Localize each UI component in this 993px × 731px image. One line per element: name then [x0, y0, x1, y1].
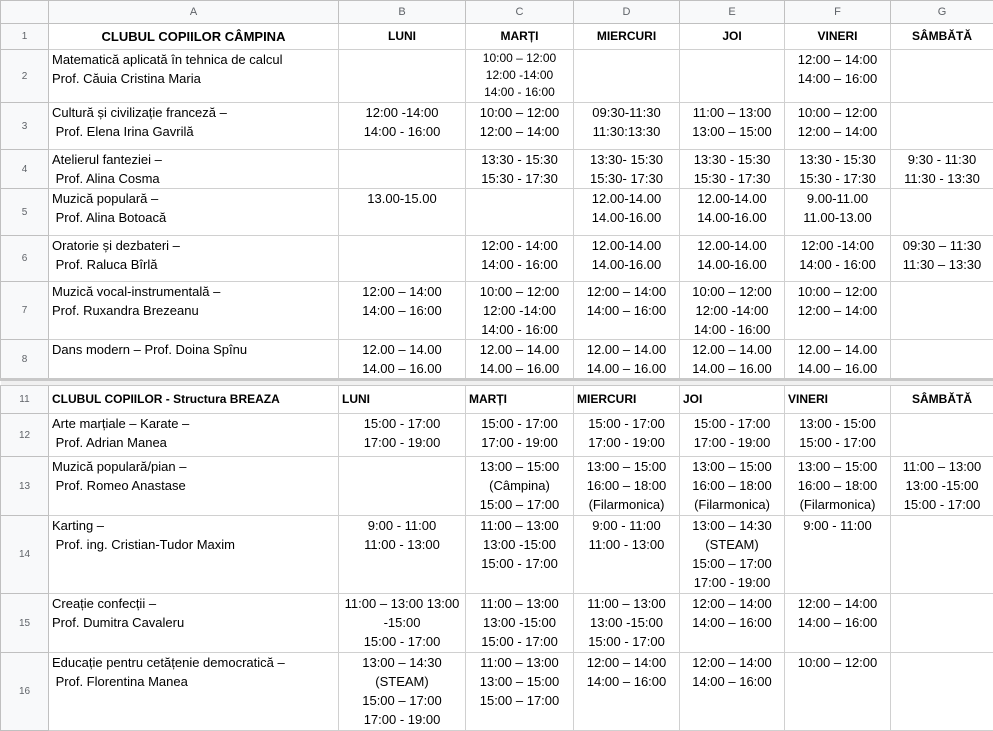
time-slot: 17:00 - 19:00 — [339, 710, 465, 729]
time-slot: 13:00 -15:00 — [466, 535, 573, 554]
row-header[interactable]: 2 — [1, 50, 49, 103]
time-slot: (Filarmonica) — [680, 495, 784, 514]
schedule-cell[interactable] — [339, 189, 466, 236]
time-slot: 15:00 – 17:00 — [339, 691, 465, 710]
activity-cell[interactable] — [49, 457, 339, 516]
time-slot: 14.00 – 16.00 — [680, 359, 784, 378]
time-slot: 12:00 - 14:00 — [466, 236, 573, 255]
time-slot: 15:00 – 17:00 — [466, 691, 573, 710]
schedule-cell[interactable] — [574, 594, 680, 653]
schedule-cell[interactable] — [785, 653, 891, 731]
time-slot: 12.00 – 14.00 — [785, 340, 890, 359]
time-slot: 14.00 – 16.00 — [339, 359, 465, 378]
schedule-cell[interactable] — [339, 594, 466, 653]
day-header[interactable]: SÂMBĂTĂ — [891, 386, 993, 414]
schedule-cell[interactable] — [466, 340, 574, 380]
schedule-cell[interactable] — [680, 457, 785, 516]
row-header[interactable]: 13 — [1, 457, 49, 516]
schedule-cell[interactable] — [339, 653, 466, 731]
time-slot: 10:00 – 12:00 — [785, 282, 890, 301]
schedule-cell[interactable] — [891, 236, 993, 282]
time-slot: 14:00 – 16:00 — [785, 613, 890, 632]
activity-cell[interactable] — [49, 282, 339, 340]
time-slot: 15:00 - 17:00 — [785, 433, 890, 452]
column-header-g[interactable]: G — [891, 1, 993, 24]
time-slot: 15:00 - 17:00 — [466, 414, 573, 433]
time-slot: 11:00 - 13:00 — [339, 535, 465, 554]
time-slot: 12:00 – 14:00 — [785, 301, 890, 320]
table-row — [1, 516, 993, 594]
section2-header-row — [1, 386, 993, 414]
time-slot: 16:00 – 18:00 — [574, 476, 679, 495]
time-slot: (STEAM) — [680, 535, 784, 554]
time-slot: 15:30 - 17:30 — [785, 169, 890, 188]
time-slot: 11.00-13.00 — [785, 208, 890, 227]
schedule-cell[interactable] — [574, 340, 680, 380]
schedule-cell[interactable] — [680, 150, 785, 189]
activity-line: Dans modern – Prof. Doina Spînu — [52, 340, 338, 359]
time-slot: 09:30-11:30 — [574, 103, 679, 122]
activity-cell[interactable] — [49, 236, 339, 282]
schedule-cell[interactable] — [574, 653, 680, 731]
table-row — [1, 653, 993, 731]
row-header[interactable]: 1 — [1, 24, 49, 50]
schedule-cell[interactable] — [339, 282, 466, 340]
activity-line: Atelierul fanteziei – — [52, 150, 338, 169]
time-slot: 14.00 – 16.00 — [785, 359, 890, 378]
schedule-cell[interactable] — [574, 103, 680, 150]
schedule-cell[interactable] — [466, 594, 574, 653]
activity-line: Prof. Florentina Manea — [52, 672, 338, 691]
schedule-cell[interactable] — [680, 594, 785, 653]
activity-line: Prof. Raluca Bîrlă — [52, 255, 338, 274]
time-slot: 14.00-16.00 — [574, 255, 679, 274]
day-header[interactable]: MIERCURI — [574, 386, 680, 414]
row-header[interactable]: 15 — [1, 594, 49, 653]
activity-cell[interactable] — [49, 653, 339, 731]
schedule-cell[interactable] — [891, 103, 993, 150]
time-slot: 16:00 – 18:00 — [785, 476, 890, 495]
activity-cell[interactable] — [49, 414, 339, 457]
time-slot: 11:00 – 13:00 — [680, 103, 784, 122]
time-slot: 10:00 – 12:00 — [680, 282, 784, 301]
time-slot: 14.00 – 16.00 — [466, 359, 573, 378]
day-header[interactable]: SÂMBĂTĂ — [891, 24, 993, 50]
time-slot: (Câmpina) — [466, 476, 573, 495]
schedule-cell[interactable] — [466, 50, 574, 103]
schedule-cell[interactable] — [785, 189, 891, 236]
time-slot: 14.00-16.00 — [680, 255, 784, 274]
time-slot: 14:00 – 16:00 — [574, 672, 679, 691]
time-slot: 13:00 – 15:00 — [680, 457, 784, 476]
day-header[interactable]: MARȚI — [466, 386, 574, 414]
activity-line: Creație confecții – — [52, 594, 338, 613]
table-row — [1, 340, 993, 380]
time-slot: 13:00 - 15:00 — [785, 414, 890, 433]
activity-line: Muzică populară – — [52, 189, 338, 208]
column-header-e[interactable]: E — [680, 1, 785, 24]
schedule-cell[interactable] — [574, 516, 680, 594]
time-slot: 12:00 – 14:00 — [574, 653, 679, 672]
schedule-cell[interactable] — [785, 457, 891, 516]
activity-line: Prof. Dumitra Cavaleru — [52, 613, 338, 632]
column-header-c[interactable]: C — [466, 1, 574, 24]
schedule-cell[interactable] — [466, 150, 574, 189]
time-slot: 11:00 – 13:00 — [466, 653, 573, 672]
time-slot: 13:30 - 15:30 — [785, 150, 890, 169]
activity-line: Prof. Elena Irina Gavrilă — [52, 122, 338, 141]
row-header[interactable]: 3 — [1, 103, 49, 150]
table-row — [1, 282, 993, 340]
time-slot: 14:00 – 16:00 — [680, 672, 784, 691]
schedule-cell[interactable] — [466, 189, 574, 236]
time-slot: 13:30 - 15:30 — [680, 150, 784, 169]
time-slot: 11:00 – 13:00 — [891, 457, 993, 476]
schedule-cell[interactable] — [680, 340, 785, 380]
time-slot: 13:00 – 15:00 — [466, 457, 573, 476]
schedule-cell[interactable] — [574, 414, 680, 457]
time-slot: 14:00 - 16:00 — [466, 255, 573, 274]
time-slot: 13:00 -15:00 — [891, 476, 993, 495]
table-row — [1, 150, 993, 189]
activity-line: Cultură și civilizație franceză – — [52, 103, 338, 122]
schedule-cell[interactable] — [785, 282, 891, 340]
schedule-cell[interactable] — [466, 414, 574, 457]
time-slot: 10:00 – 12:00 — [466, 103, 573, 122]
time-slot: 11:30:13:30 — [574, 122, 679, 141]
time-slot: 10:00 – 12:00 — [466, 282, 573, 301]
schedule-cell[interactable] — [466, 282, 574, 340]
time-slot: 9:30 - 11:30 — [891, 150, 993, 169]
schedule-cell[interactable] — [891, 282, 993, 340]
activity-line: Muzică vocal-instrumentală – — [52, 282, 338, 301]
day-header[interactable]: JOI — [680, 24, 785, 50]
time-slot: 11:30 – 13:30 — [891, 255, 993, 274]
schedule-cell[interactable] — [339, 457, 466, 516]
time-slot: 13:30 - 15:30 — [466, 150, 573, 169]
time-slot: 17:00 - 19:00 — [680, 433, 784, 452]
day-header[interactable]: LUNI — [339, 24, 466, 50]
time-slot: 17:00 - 19:00 — [574, 433, 679, 452]
schedule-cell[interactable] — [466, 236, 574, 282]
time-slot: 12.00-14.00 — [680, 189, 784, 208]
time-slot: 11:00 – 13:00 13:00 — [339, 594, 465, 613]
schedule-cell[interactable] — [785, 236, 891, 282]
time-slot: 10:00 – 12:00 — [785, 103, 890, 122]
schedule-cell[interactable] — [891, 457, 993, 516]
time-slot: 14:00 - 16:00 — [466, 320, 573, 339]
time-slot: 12.00 – 14.00 — [466, 340, 573, 359]
time-slot: (STEAM) — [339, 672, 465, 691]
time-slot: 14:00 - 16:00 — [785, 255, 890, 274]
time-slot: 12:00 -14:00 — [680, 301, 784, 320]
time-slot: 14:00 - 16:00 — [680, 320, 784, 339]
time-slot: 14.00 – 16.00 — [574, 359, 679, 378]
schedule-cell[interactable] — [466, 516, 574, 594]
time-slot: 15:30- 17:30 — [574, 169, 679, 188]
time-slot: 16:00 – 18:00 — [680, 476, 784, 495]
time-slot: 12.00-14.00 — [574, 236, 679, 255]
row-header[interactable]: 7 — [1, 282, 49, 340]
row-header[interactable]: 6 — [1, 236, 49, 282]
schedule-cell[interactable] — [891, 414, 993, 457]
activity-cell[interactable] — [49, 103, 339, 150]
time-slot: (Filarmonica) — [785, 495, 890, 514]
row-header[interactable]: 8 — [1, 340, 49, 380]
schedule-cell[interactable] — [680, 50, 785, 103]
time-slot: 11:30 - 13:30 — [891, 169, 993, 188]
table-row — [1, 50, 993, 103]
activity-cell[interactable] — [49, 189, 339, 236]
time-slot: 17:00 - 19:00 — [339, 433, 465, 452]
activity-line: Prof. Ruxandra Brezeanu — [52, 301, 338, 320]
time-slot: 12:00 – 14:00 — [466, 122, 573, 141]
time-slot: 12:00 -14:00 — [339, 103, 465, 122]
schedule-cell[interactable] — [891, 594, 993, 653]
time-slot: 12:00 – 14:00 — [574, 282, 679, 301]
time-slot: 12.00-14.00 — [680, 236, 784, 255]
time-slot: 13:00 -15:00 — [574, 613, 679, 632]
activity-line: Educație pentru cetățenie democratică – — [52, 653, 338, 672]
time-slot: 15:00 - 17:00 — [574, 632, 679, 651]
row-header[interactable]: 11 — [1, 386, 49, 414]
row-header[interactable]: 14 — [1, 516, 49, 594]
time-slot: 10:00 – 12:00 — [466, 50, 573, 67]
activity-line: Prof. Romeo Anastase — [52, 476, 338, 495]
time-slot: 13:30- 15:30 — [574, 150, 679, 169]
activity-line: Prof. Adrian Manea — [52, 433, 338, 452]
time-slot: 9:00 - 11:00 — [339, 516, 465, 535]
schedule-cell[interactable] — [574, 457, 680, 516]
time-slot: 13:00 – 15:00 — [785, 457, 890, 476]
time-slot: 14.00-16.00 — [574, 208, 679, 227]
row-header[interactable]: 12 — [1, 414, 49, 457]
column-header-a[interactable]: A — [49, 1, 339, 24]
time-slot: 17:00 - 19:00 — [466, 433, 573, 452]
schedule-cell[interactable] — [891, 340, 993, 380]
schedule-cell[interactable] — [785, 414, 891, 457]
time-slot: 12:00 -14:00 — [785, 236, 890, 255]
table-row — [1, 103, 993, 150]
row-header[interactable]: 16 — [1, 653, 49, 731]
time-slot: 13:00 – 15:00 — [466, 672, 573, 691]
day-header[interactable]: JOI — [680, 386, 785, 414]
time-slot: 10:00 – 12:00 — [785, 653, 890, 672]
schedule-cell[interactable] — [680, 189, 785, 236]
day-header[interactable]: LUNI — [339, 386, 466, 414]
time-slot: 12:00 – 14:00 — [785, 50, 890, 69]
schedule-cell[interactable] — [891, 653, 993, 731]
time-slot: 15:00 - 17:00 — [574, 414, 679, 433]
activity-cell[interactable] — [49, 50, 339, 103]
time-slot: 12:00 -14:00 — [466, 301, 573, 320]
select-all-corner[interactable] — [1, 1, 49, 24]
time-slot: 12.00-14.00 — [574, 189, 679, 208]
schedule-cell[interactable] — [680, 236, 785, 282]
table-row — [1, 414, 993, 457]
section-title[interactable]: CLUBUL COPIILOR CÂMPINA — [49, 24, 339, 50]
schedule-cell[interactable] — [574, 282, 680, 340]
table-row — [1, 189, 993, 236]
time-slot: 09:30 – 11:30 — [891, 236, 993, 255]
activity-cell[interactable] — [49, 516, 339, 594]
schedule-cell[interactable] — [891, 516, 993, 594]
time-slot: 9.00-11.00 — [785, 189, 890, 208]
time-slot: 12:00 -14:00 — [466, 67, 573, 84]
schedule-cell[interactable] — [785, 103, 891, 150]
schedule-cell[interactable] — [680, 516, 785, 594]
day-header[interactable]: MARȚI — [466, 24, 574, 50]
time-slot: 14:00 – 16:00 — [574, 301, 679, 320]
row-header[interactable]: 4 — [1, 150, 49, 189]
time-slot: 12.00 – 14.00 — [574, 340, 679, 359]
schedule-cell[interactable] — [680, 282, 785, 340]
time-slot: 15:00 - 17:00 — [891, 495, 993, 514]
time-slot: 11:00 - 13:00 — [574, 535, 679, 554]
time-slot: 15:00 - 17:00 — [339, 632, 465, 651]
time-slot: 13.00-15.00 — [339, 189, 465, 208]
activity-line: Muzică populară/pian – — [52, 457, 338, 476]
time-slot: 9:00 - 11:00 — [574, 516, 679, 535]
time-slot: 13:00 – 15:00 — [680, 122, 784, 141]
schedule-cell[interactable] — [339, 103, 466, 150]
schedule-cell[interactable] — [574, 189, 680, 236]
schedule-cell[interactable] — [339, 50, 466, 103]
activity-line: Prof. ing. Cristian-Tudor Maxim — [52, 535, 338, 554]
time-slot: 14:00 - 16:00 — [466, 84, 573, 101]
time-slot: 15:30 - 17:30 — [466, 169, 573, 188]
time-slot: 13:00 -15:00 — [466, 613, 573, 632]
schedule-cell[interactable] — [574, 50, 680, 103]
column-header-b[interactable]: B — [339, 1, 466, 24]
activity-cell[interactable] — [49, 594, 339, 653]
column-header-f[interactable]: F — [785, 1, 891, 24]
time-slot: 12:00 – 14:00 — [680, 653, 784, 672]
activity-line: Arte marțiale – Karate – — [52, 414, 338, 433]
time-slot: 15:00 - 17:00 — [339, 414, 465, 433]
schedule-cell[interactable] — [339, 414, 466, 457]
day-header[interactable]: VINERI — [785, 24, 891, 50]
activity-line: Prof. Alina Botoacă — [52, 208, 338, 227]
time-slot: 9:00 - 11:00 — [785, 516, 890, 535]
time-slot: 12:00 – 14:00 — [339, 282, 465, 301]
section-title[interactable]: CLUBUL COPIILOR - Structura BREAZA — [49, 386, 339, 414]
time-slot: 11:00 – 13:00 — [466, 594, 573, 613]
schedule-cell[interactable] — [339, 150, 466, 189]
time-slot: 13:00 – 14:30 — [339, 653, 465, 672]
time-slot: 12:00 – 14:00 — [785, 122, 890, 141]
time-slot: 12:00 – 14:00 — [785, 594, 890, 613]
schedule-cell[interactable] — [891, 189, 993, 236]
section1-header-row — [1, 24, 993, 50]
schedule-cell[interactable] — [785, 50, 891, 103]
time-slot: -15:00 — [339, 613, 465, 632]
time-slot: 14.00-16.00 — [680, 208, 784, 227]
time-slot: 15:00 – 17:00 — [466, 495, 573, 514]
activity-line: Prof. Alina Cosma — [52, 169, 338, 188]
table-row — [1, 236, 993, 282]
schedule-cell[interactable] — [785, 150, 891, 189]
schedule-cell[interactable] — [466, 103, 574, 150]
activity-line: Karting – — [52, 516, 338, 535]
schedule-cell[interactable] — [339, 340, 466, 380]
activity-line: Matematică aplicată în tehnica de calcul — [52, 50, 338, 69]
schedule-cell[interactable] — [785, 340, 891, 380]
schedule-cell[interactable] — [891, 150, 993, 189]
schedule-cell[interactable] — [574, 150, 680, 189]
table-row — [1, 594, 993, 653]
time-slot: 14:00 – 16:00 — [680, 613, 784, 632]
schedule-cell[interactable] — [785, 516, 891, 594]
time-slot: 14:00 – 16:00 — [339, 301, 465, 320]
schedule-cell[interactable] — [891, 50, 993, 103]
schedule-cell[interactable] — [339, 516, 466, 594]
activity-line: Prof. Căuia Cristina Maria — [52, 69, 338, 88]
time-slot: 17:00 - 19:00 — [680, 573, 784, 592]
time-slot: (Filarmonica) — [574, 495, 679, 514]
schedule-cell[interactable] — [466, 653, 574, 731]
time-slot: 13:00 – 14:30 — [680, 516, 784, 535]
activity-cell[interactable] — [49, 150, 339, 189]
activity-line: Oratorie și dezbateri – — [52, 236, 338, 255]
time-slot: 15:00 - 17:00 — [680, 414, 784, 433]
activity-cell[interactable] — [49, 340, 339, 380]
day-header[interactable]: VINERI — [785, 386, 891, 414]
schedule-cell[interactable] — [680, 414, 785, 457]
time-slot: 15:00 – 17:00 — [680, 554, 784, 573]
column-header-d[interactable]: D — [574, 1, 680, 24]
schedule-cell[interactable] — [680, 653, 785, 731]
time-slot: 15:30 - 17:30 — [680, 169, 784, 188]
time-slot: 14:00 - 16:00 — [339, 122, 465, 141]
schedule-cell[interactable] — [339, 236, 466, 282]
time-slot: 11:00 – 13:00 — [574, 594, 679, 613]
time-slot: 12:00 – 14:00 — [680, 594, 784, 613]
schedule-cell[interactable] — [680, 103, 785, 150]
table-row — [1, 457, 993, 516]
row-header[interactable]: 5 — [1, 189, 49, 236]
schedule-cell[interactable] — [466, 457, 574, 516]
time-slot: 14:00 – 16:00 — [785, 69, 890, 88]
schedule-cell[interactable] — [574, 236, 680, 282]
time-slot: 15:00 - 17:00 — [466, 632, 573, 651]
time-slot: 15:00 - 17:00 — [466, 554, 573, 573]
time-slot: 11:00 – 13:00 — [466, 516, 573, 535]
time-slot: 12.00 – 14.00 — [680, 340, 784, 359]
time-slot: 13:00 – 15:00 — [574, 457, 679, 476]
schedule-cell[interactable] — [785, 594, 891, 653]
time-slot: 12.00 – 14.00 — [339, 340, 465, 359]
day-header[interactable]: MIERCURI — [574, 24, 680, 50]
